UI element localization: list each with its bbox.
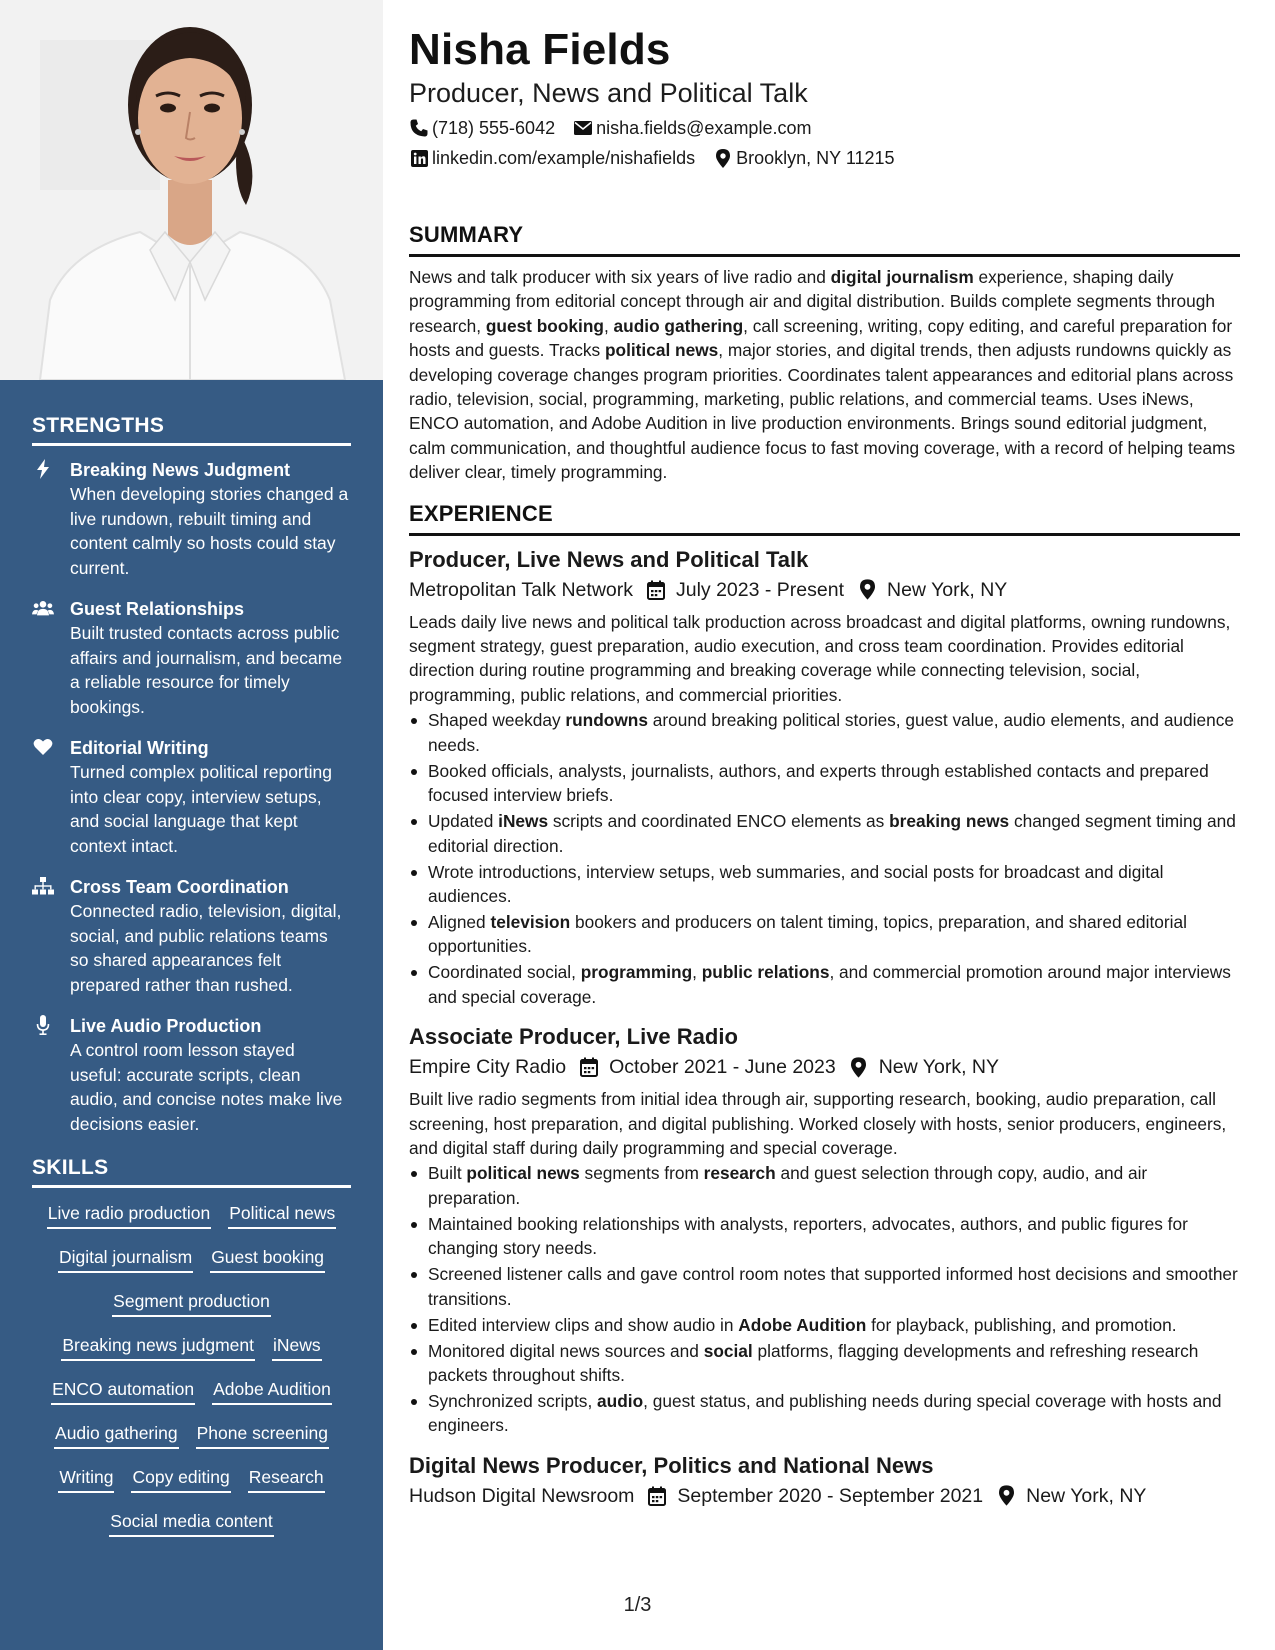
- strength-description: Connected radio, television, digital, social, and public relations teams so shared appearances felt prepared rather than rushed.: [70, 901, 342, 995]
- skill-row: [32, 1378, 351, 1405]
- job-dates: [578, 1053, 836, 1081]
- bold-keyword: audio: [597, 1390, 644, 1411]
- job-company: Empire City Radio: [409, 1056, 567, 1079]
- bold-keyword: iNews: [498, 811, 549, 832]
- page-number: [0, 1594, 1275, 1617]
- bold-keyword: social: [703, 1340, 753, 1361]
- strength-title: Editorial Writing: [70, 738, 209, 758]
- profile-photo-illustration: [0, 0, 383, 380]
- strength-title: Cross Team Coordination: [70, 877, 289, 897]
- skill-tag: Live radio production: [47, 1202, 211, 1229]
- bold-keyword: Adobe Audition: [738, 1314, 867, 1335]
- users-icon: [32, 598, 54, 618]
- job-company: Metropolitan Talk Network: [409, 578, 633, 601]
- strength-description: Turned complex political reporting into clear copy, interview setups, and social language that kept context intact.: [70, 762, 332, 856]
- skill-row: [32, 1510, 351, 1537]
- job-bullets: [409, 708, 1240, 1009]
- strength-title: Breaking News Judgment: [70, 460, 291, 480]
- sidebar: [0, 0, 383, 1650]
- strength-description: Built trusted contacts across public affairs and journalism, and became a reliable resource for timely bookings.: [70, 623, 343, 717]
- job-entry: [409, 1023, 1240, 1438]
- job-dates-text: September 2020 - September 2021: [677, 1484, 984, 1507]
- linkedin-icon: [409, 148, 429, 168]
- bold-keyword: research: [703, 1163, 776, 1184]
- bold-keyword: rundowns: [565, 710, 648, 731]
- skill-tag: Breaking news judgment: [61, 1334, 255, 1361]
- bullet-item: Maintained booking relationships with analysts, reporters, advocates, authors, and public figures for changing story needs.: [409, 1212, 1240, 1261]
- location-contact: [713, 146, 894, 170]
- strength-item: [32, 597, 351, 719]
- phone-contact[interactable]: [409, 116, 555, 140]
- bullet-item: Built political news segments from research and guest selection through copy, audio, and air preparation.: [409, 1161, 1240, 1210]
- skill-tag: Digital journalism: [58, 1246, 193, 1273]
- job-meta: [409, 576, 1240, 604]
- job-company: Hudson Digital Newsroom: [409, 1484, 635, 1507]
- job-entry: [409, 546, 1240, 1009]
- envelope-icon: [573, 118, 593, 138]
- bold-keyword: political news: [466, 1163, 580, 1184]
- job-description: Built live radio segments from initial idea through air, supporting research, booking, audio preparation, call screening, host preparation, and digital publishing. Worked closely with hosts, senior producers, engineers, and digital staff during daily programming and special coverage.: [409, 1089, 1227, 1158]
- phone-number: (718) 555-6042: [432, 118, 556, 138]
- job-title: Producer, Live News and Political Talk: [409, 546, 809, 572]
- job-dates-text: October 2021 - June 2023: [609, 1056, 836, 1079]
- job-location: [848, 1053, 999, 1081]
- job-description: Leads daily live news and political talk production across broadcast and digital platforms, owning rundowns, segment strategy, guest preparation, audio execution, and cross team coordination. Provides editorial direction during routine programming and breaking coverage while connecting television, social, programming, public relations, and commercial priorities.: [409, 611, 1231, 705]
- bullet-item: Shaped weekday rundowns around breaking political stories, guest value, audio elements, and audience needs.: [409, 708, 1240, 757]
- strength-title: Live Audio Production: [70, 1016, 262, 1036]
- skill-tag: Social media content: [109, 1510, 273, 1537]
- bold-keyword: audio gathering: [613, 315, 744, 336]
- skill-tag: Phone screening: [196, 1422, 329, 1449]
- calendar-icon: [646, 1485, 668, 1507]
- profile-photo: [0, 0, 383, 380]
- microphone-icon: [32, 1015, 54, 1035]
- heart-icon: [32, 737, 54, 757]
- skill-row: [32, 1290, 351, 1317]
- skill-tag: Audio gathering: [54, 1422, 179, 1449]
- experience-heading: EXPERIENCE: [409, 501, 1240, 536]
- job-title: Digital News Producer, Politics and National News: [409, 1452, 934, 1478]
- skill-tag: Writing: [58, 1466, 114, 1493]
- strength-item: [32, 1014, 351, 1136]
- job-bullets: [409, 1161, 1240, 1437]
- strength-item: [32, 736, 351, 858]
- strengths-heading: STRENGTHS: [32, 414, 351, 446]
- candidate-headline: Producer, News and Political Talk: [409, 78, 808, 108]
- skill-tag: iNews: [272, 1334, 322, 1361]
- strength-description: When developing stories changed a live rundown, rebuilt timing and content calmly so hosts could stay current.: [70, 484, 349, 578]
- contact-row: [409, 146, 1240, 170]
- location-text: Brooklyn, NY 11215: [736, 148, 895, 168]
- linkedin-url: linkedin.com/example/nishafields: [432, 148, 696, 168]
- skill-row: [32, 1422, 351, 1449]
- bullet-item: Edited interview clips and show audio in Adobe Audition for playback, publishing, and promotion.: [409, 1313, 1240, 1337]
- bold-keyword: public relations: [701, 962, 830, 983]
- email-address: nisha.fields@example.com: [596, 118, 812, 138]
- bullet-item: Booked officials, analysts, journalists, authors, and experts through established contacts and prepared focused interview briefs.: [409, 759, 1240, 808]
- sitemap-icon: [32, 876, 54, 896]
- job-location-text: New York, NY: [878, 1056, 1000, 1079]
- bold-keyword: digital journalism: [830, 267, 974, 287]
- job-dates-text: July 2023 - Present: [675, 578, 844, 601]
- strength-title: Guest Relationships: [70, 599, 245, 619]
- bullet-item: Aligned television bookers and producers on talent timing, topics, preparation, and shared editorial opportunities.: [409, 910, 1240, 959]
- job-meta: [409, 1482, 1240, 1510]
- strength-item: [32, 458, 351, 580]
- candidate-name: Nisha Fields: [409, 25, 671, 74]
- map-marker-icon: [856, 579, 878, 601]
- main-content: [409, 24, 1240, 1524]
- skill-tag: Segment production: [112, 1290, 271, 1317]
- bullet-item: Coordinated social, programming, public relations, and commercial promotion around major interviews and special coverage.: [409, 960, 1240, 1009]
- bullet-item: Monitored digital news sources and social platforms, flagging developments and refreshing research packets throughout shifts.: [409, 1339, 1240, 1388]
- skill-tag: Adobe Audition: [212, 1378, 332, 1405]
- bold-keyword: political news: [604, 340, 719, 361]
- contact-row: [409, 116, 1240, 140]
- calendar-icon: [578, 1056, 600, 1078]
- map-marker-icon: [713, 148, 733, 168]
- job-location: [995, 1482, 1146, 1510]
- skill-row: [32, 1202, 351, 1229]
- job-location: [856, 576, 1007, 604]
- job-meta: [409, 1053, 1240, 1081]
- job-dates: [645, 576, 844, 604]
- bolt-icon: [32, 459, 54, 479]
- skill-tag: ENCO automation: [51, 1378, 195, 1405]
- job-title: Associate Producer, Live Radio: [409, 1024, 738, 1050]
- bullet-item: Updated iNews scripts and coordinated ENCO elements as breaking news changed segment timing and editorial direction.: [409, 809, 1240, 858]
- strength-item: [32, 875, 351, 997]
- bullet-item: Screened listener calls and gave control room notes that supported informed host decisions and smoother transitions.: [409, 1262, 1240, 1311]
- skill-tag: Political news: [228, 1202, 336, 1229]
- skill-tag: Copy editing: [131, 1466, 230, 1493]
- job-location-text: New York, NY: [1026, 1484, 1147, 1507]
- email-contact[interactable]: [573, 116, 811, 140]
- skill-tag: Guest booking: [210, 1246, 325, 1273]
- skill-row: [32, 1466, 351, 1493]
- skills-heading: SKILLS: [32, 1156, 351, 1188]
- phone-icon: [409, 118, 429, 138]
- linkedin-contact[interactable]: [409, 146, 695, 170]
- skill-row: [32, 1246, 351, 1273]
- skill-row: [32, 1334, 351, 1361]
- bold-keyword: programming: [580, 962, 693, 983]
- summary-paragraph: News and talk producer with six years of live radio and digital journalism experience, shaping daily programming from editorial concept through air and digital distribution. Builds complete segments through research, guest booking, audio gathering, call screening, writing, copy editing, and careful preparation for hosts and guests. Tracks political news, major stories, and digital trends, then adjusts rundowns quickly as developing coverage changes program priorities. Coordinates talent appearances and editorial plans across radio, television, social, programming, marketing, public relations, and commercial teams. Uses iNews, ENCO automation, and Adobe Audition in live production environments. Brings sound editorial judgment, calm communication, and thoughtful audience focus to fast moving coverage, with a record of helping teams deliver clear, timely programming.: [409, 267, 1236, 483]
- sidebar-panel: [0, 380, 383, 1650]
- page-number-text: 1/3: [623, 1594, 652, 1616]
- strength-description: A control room lesson stayed useful: accurate scripts, clean audio, and concise notes make live decisions easier.: [70, 1040, 343, 1134]
- skill-tag: Research: [248, 1466, 325, 1493]
- job-dates: [646, 1482, 983, 1510]
- bullet-item: Wrote introductions, interview setups, web summaries, and social posts for broadcast and digital audiences.: [409, 860, 1240, 909]
- map-marker-icon: [848, 1056, 870, 1078]
- map-marker-icon: [995, 1485, 1017, 1507]
- bullet-item: Synchronized scripts, audio, guest status, and publishing needs during special coverage with hosts and engineers.: [409, 1389, 1240, 1438]
- bold-keyword: television: [490, 911, 571, 932]
- job-entry: [409, 1452, 1240, 1510]
- calendar-icon: [645, 579, 667, 601]
- job-location-text: New York, NY: [887, 578, 1008, 601]
- summary-heading: SUMMARY: [409, 222, 1240, 257]
- bold-keyword: breaking news: [889, 811, 1010, 832]
- bold-keyword: guest booking: [485, 315, 604, 336]
